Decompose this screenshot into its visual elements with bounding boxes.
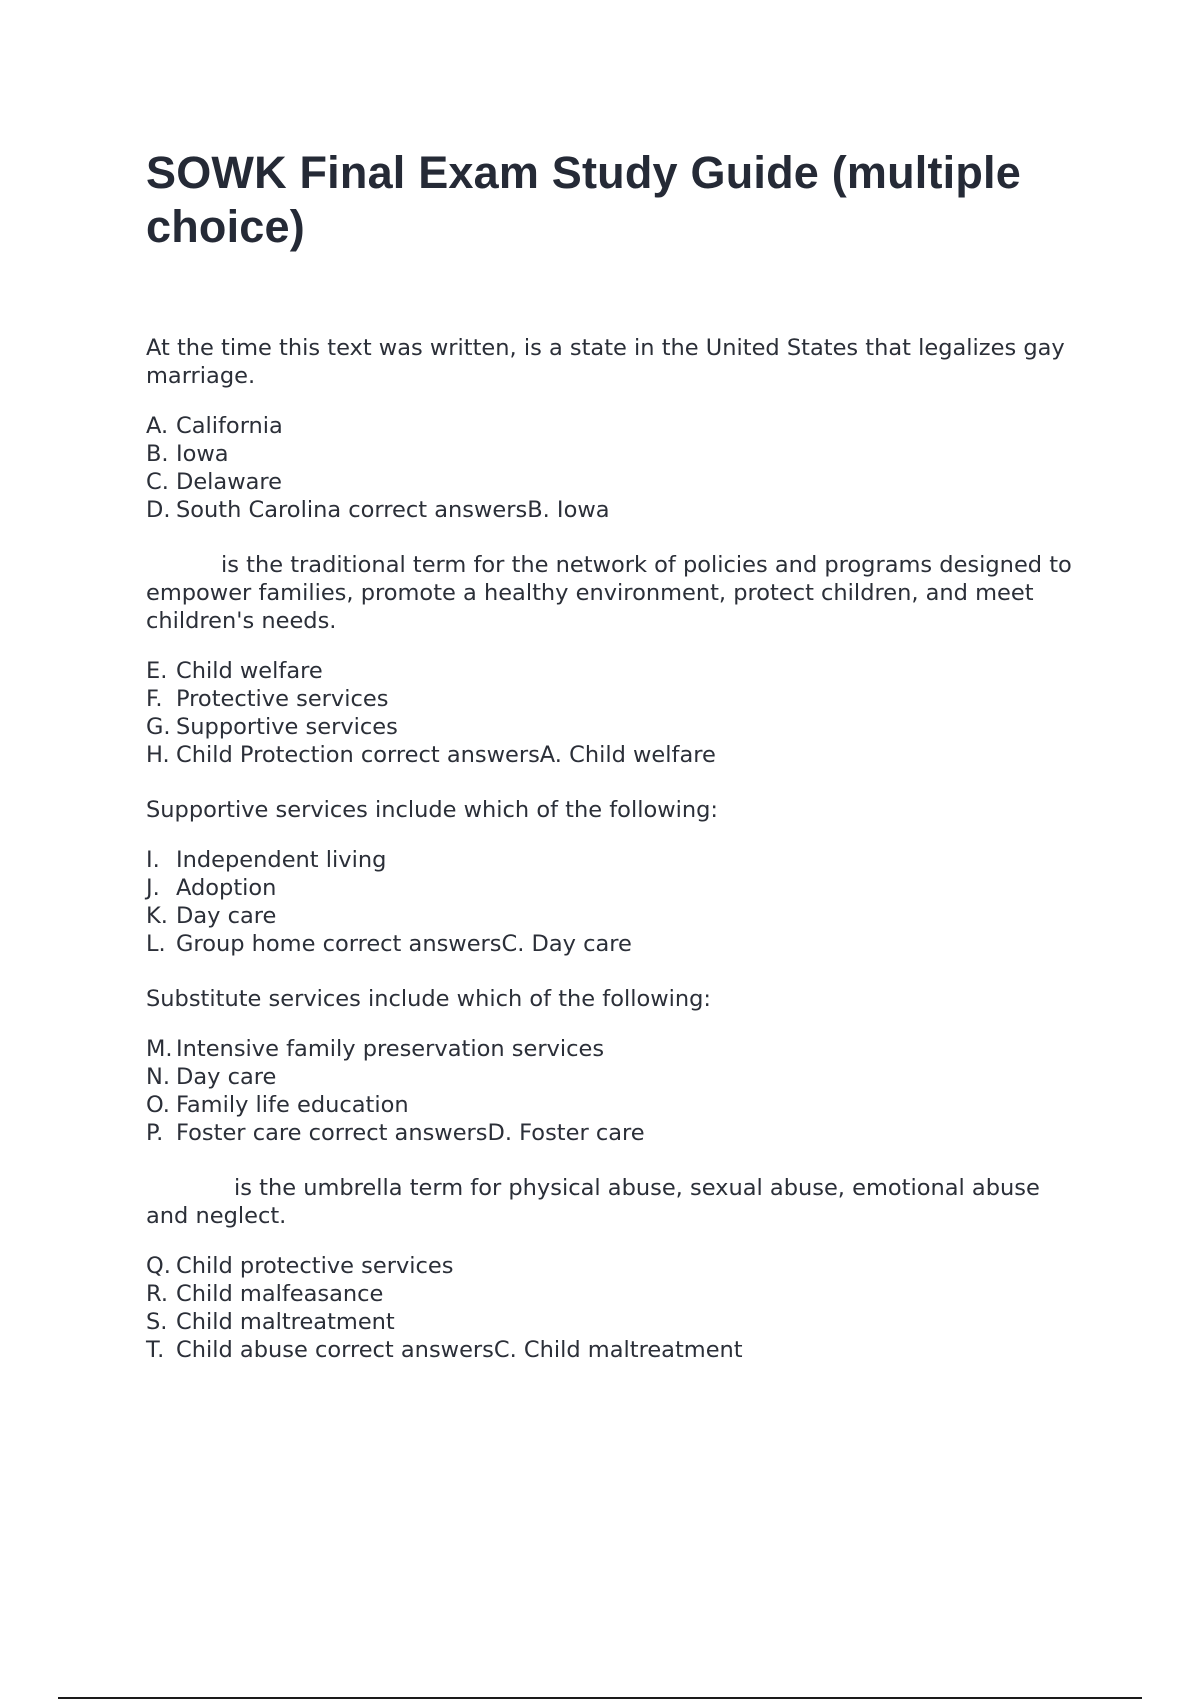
option-text: Child abuse correct answersC. Child maltreatment bbox=[176, 1337, 743, 1363]
question-1-options bbox=[146, 412, 1086, 524]
option-item bbox=[146, 468, 1086, 496]
option-item bbox=[146, 874, 1086, 902]
option-text: Intensive family preservation services bbox=[176, 1036, 605, 1062]
option-item bbox=[146, 1252, 1086, 1280]
option-letter: O. bbox=[146, 1092, 170, 1118]
option-item bbox=[146, 657, 1086, 685]
option-item bbox=[146, 412, 1086, 440]
option-text: Child maltreatment bbox=[176, 1309, 395, 1335]
option-item bbox=[146, 1035, 1086, 1063]
option-text: California bbox=[176, 413, 283, 439]
option-letter: E. bbox=[146, 658, 168, 684]
option-item bbox=[146, 1280, 1086, 1308]
question-4-prompt: Substitute services include which of the following: bbox=[146, 986, 712, 1012]
question-2-prompt: is the traditional term for the network of policies and programs designed to empower families, promote a healthy environment, protect children, and meet children's needs. bbox=[146, 552, 1072, 634]
page-bottom-rule bbox=[58, 1697, 1142, 1699]
option-text: Supportive services bbox=[176, 714, 398, 740]
option-text: Day care bbox=[176, 903, 277, 929]
option-item bbox=[146, 496, 1086, 524]
option-letter: B. bbox=[146, 441, 169, 467]
option-letter: F. bbox=[146, 686, 163, 712]
option-item bbox=[146, 902, 1086, 930]
option-text: Group home correct answersC. Day care bbox=[176, 931, 632, 957]
option-text: Child welfare bbox=[176, 658, 323, 684]
option-text: Adoption bbox=[176, 875, 277, 901]
option-letter: H. bbox=[146, 742, 170, 768]
question-3-options bbox=[146, 846, 1086, 958]
option-text: Family life education bbox=[176, 1092, 409, 1118]
option-letter: L. bbox=[146, 931, 166, 957]
question-2-options bbox=[146, 657, 1086, 769]
option-letter: Q. bbox=[146, 1253, 171, 1279]
option-item bbox=[146, 1063, 1086, 1091]
option-letter: A. bbox=[146, 413, 169, 439]
option-item bbox=[146, 1119, 1086, 1147]
option-letter: M. bbox=[146, 1036, 173, 1062]
question-4-options bbox=[146, 1035, 1086, 1147]
option-item bbox=[146, 1336, 1086, 1364]
option-text: Child protective services bbox=[176, 1253, 454, 1279]
option-text: Delaware bbox=[176, 469, 282, 495]
option-item bbox=[146, 1091, 1086, 1119]
option-letter: T. bbox=[146, 1337, 165, 1363]
option-letter: C. bbox=[146, 469, 169, 495]
option-letter: I. bbox=[146, 847, 160, 873]
option-item bbox=[146, 713, 1086, 741]
option-letter: S. bbox=[146, 1309, 168, 1335]
option-letter: P. bbox=[146, 1120, 164, 1146]
option-item bbox=[146, 930, 1086, 958]
question-1-prompt: At the time this text was written, is a state in the United States that legalizes gay marriage. bbox=[146, 335, 1065, 389]
option-letter: K. bbox=[146, 903, 168, 929]
option-item bbox=[146, 1308, 1086, 1336]
option-letter: N. bbox=[146, 1064, 170, 1090]
document-title: SOWK Final Exam Study Guide (multiple choice) bbox=[146, 147, 1021, 252]
option-text: Child Protection correct answersA. Child welfare bbox=[176, 742, 716, 768]
option-text: Foster care correct answersD. Foster care bbox=[176, 1120, 645, 1146]
option-item bbox=[146, 846, 1086, 874]
option-text: Protective services bbox=[176, 686, 389, 712]
option-text: Child malfeasance bbox=[176, 1281, 384, 1307]
option-item bbox=[146, 685, 1086, 713]
option-letter: J. bbox=[146, 875, 160, 901]
option-text: South Carolina correct answersB. Iowa bbox=[176, 497, 610, 523]
question-5-options bbox=[146, 1252, 1086, 1364]
option-text: Iowa bbox=[176, 441, 229, 467]
option-item bbox=[146, 440, 1086, 468]
option-text: Independent living bbox=[176, 847, 387, 873]
question-5-prompt: is the umbrella term for physical abuse, sexual abuse, emotional abuse and neglect. bbox=[146, 1175, 1040, 1229]
document-content bbox=[146, 334, 1086, 1364]
option-letter: D. bbox=[146, 497, 171, 523]
option-text: Day care bbox=[176, 1064, 277, 1090]
option-letter: G. bbox=[146, 714, 171, 740]
option-item bbox=[146, 741, 1086, 769]
document-page bbox=[146, 146, 1086, 1391]
question-3-prompt: Supportive services include which of the following: bbox=[146, 797, 718, 823]
option-letter: R. bbox=[146, 1281, 168, 1307]
